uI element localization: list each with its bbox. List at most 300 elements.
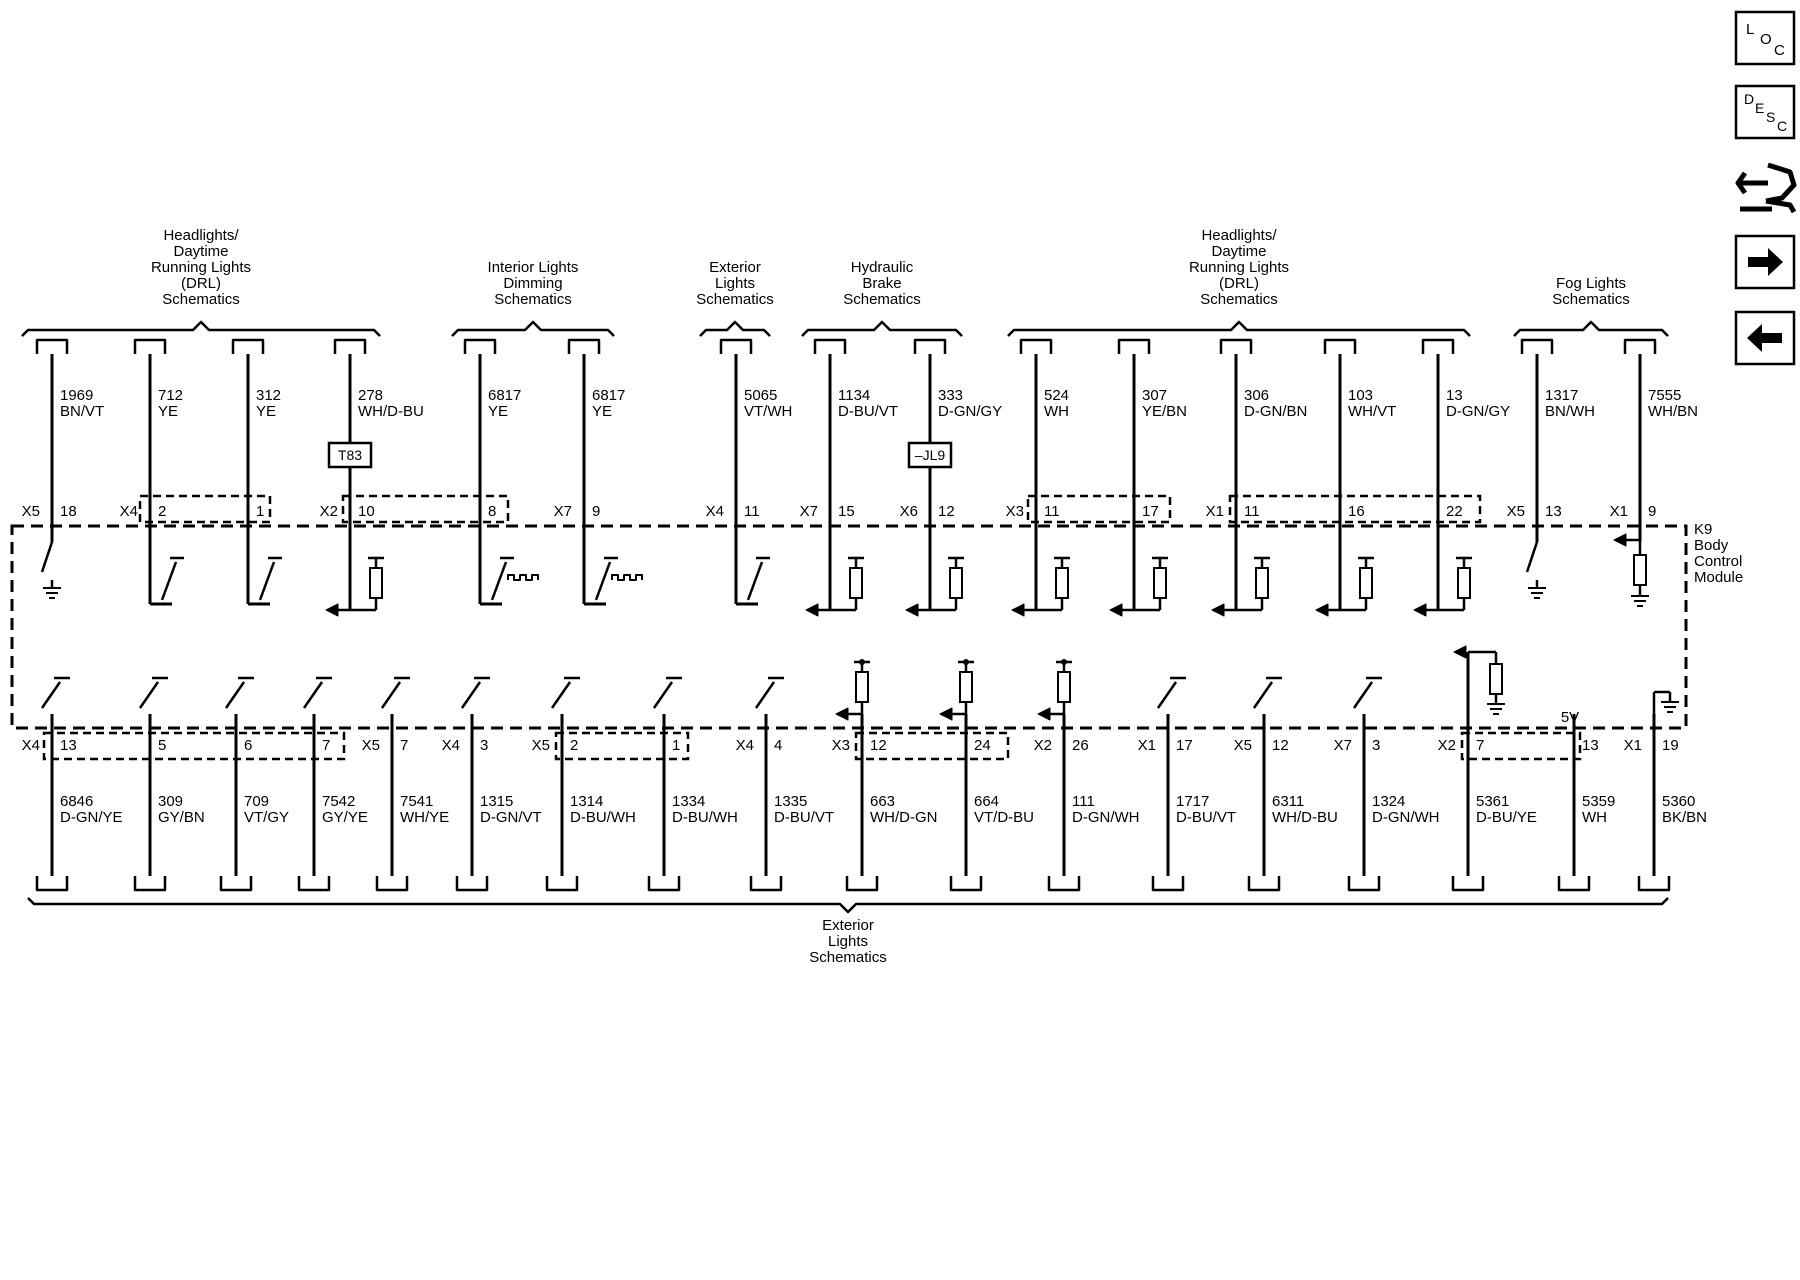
top-wire-6817 <box>465 340 538 604</box>
resistor <box>1458 568 1470 598</box>
top-wire-1134 <box>800 340 898 616</box>
output-arrow <box>1212 604 1224 616</box>
desc-button[interactable] <box>1736 86 1794 138</box>
wire-color: D-BU/VT <box>774 809 834 826</box>
bottom-connector-terminal <box>847 876 877 890</box>
bottom-wire-5360 <box>1624 692 1707 890</box>
bottom-connector-terminal <box>299 876 329 890</box>
top-wire-278 <box>320 340 424 616</box>
pin-number: 1 <box>672 737 681 754</box>
group-label-line: (DRL) <box>1219 275 1259 292</box>
pin-number: 26 <box>1072 737 1089 754</box>
output-arrow <box>1454 646 1466 658</box>
bottom-connector-terminal <box>1249 876 1279 890</box>
module-outline <box>12 496 1743 759</box>
internal-switch <box>42 678 70 708</box>
desc-letter-1: D <box>1744 91 1755 107</box>
wire-color: VT/D-BU <box>974 809 1034 826</box>
group-labels <box>22 227 1668 966</box>
internal-resistor-output <box>1212 542 1270 616</box>
connector-id: X4 <box>21 737 40 754</box>
resistor <box>960 672 972 702</box>
connector-id: X4 <box>705 503 724 520</box>
internal-switch <box>736 542 770 604</box>
pin-number: 3 <box>480 737 489 754</box>
circuit-number: 709 <box>244 793 270 810</box>
pwm-waveform <box>508 575 538 580</box>
top-wire-312 <box>233 340 282 604</box>
group-brace <box>22 322 380 336</box>
group-label-line: (DRL) <box>181 275 221 292</box>
pin-number: 18 <box>60 503 77 520</box>
internal-switch-ground <box>1527 542 1546 598</box>
wire-color: WH <box>1044 403 1069 420</box>
pin-number: 11 <box>1244 503 1260 520</box>
output-arrow <box>326 604 338 616</box>
bottom-wire-1717 <box>1138 678 1236 890</box>
wire-color: WH/BN <box>1648 403 1698 420</box>
group-label-line: Exterior <box>822 917 874 934</box>
bottom-connector-terminal <box>377 876 407 890</box>
input-arrow <box>940 708 952 720</box>
top-connector-terminal <box>569 340 599 354</box>
pin-number: 13 <box>1582 737 1599 754</box>
group-brace <box>700 322 770 336</box>
bottom-wire-664 <box>940 659 1034 890</box>
top-connector-terminal <box>335 340 365 354</box>
bottom-wire-1315 <box>442 678 542 890</box>
connector-view-button[interactable] <box>1738 165 1794 212</box>
resistor <box>1634 555 1646 585</box>
resistor <box>1490 664 1502 694</box>
connector-id: X4 <box>441 737 460 754</box>
pin-number: 9 <box>1648 503 1657 520</box>
connector-id: X3 <box>1005 503 1024 520</box>
top-wire-307 <box>1110 340 1187 616</box>
group-label-line: Headlights/ <box>163 227 239 244</box>
pin-number: 6 <box>244 737 253 754</box>
connector-id: X5 <box>361 737 380 754</box>
pin-number: 15 <box>838 503 855 520</box>
group-label-line: Daytime <box>1211 243 1267 260</box>
output-arrow <box>1012 604 1024 616</box>
ground-symbol <box>1631 596 1649 606</box>
bottom-connector-terminal <box>135 876 165 890</box>
internal-switch <box>1158 678 1186 708</box>
pin-number: 2 <box>570 737 579 754</box>
pin-number: 12 <box>870 737 887 754</box>
group-label-line: Schematics <box>1552 291 1630 308</box>
circuit-number: 1317 <box>1545 387 1579 404</box>
resistor <box>1056 568 1068 598</box>
top-connector-terminal <box>233 340 263 354</box>
loc-letter-3: C <box>1774 42 1785 59</box>
wire-color: D-BU/VT <box>1176 809 1236 826</box>
top-connector-terminal <box>37 340 67 354</box>
pin-number: 17 <box>1176 737 1193 754</box>
internal-switch <box>150 542 184 604</box>
bottom-wire-309 <box>135 678 205 890</box>
circuit-number: 712 <box>158 387 184 404</box>
bottom-wire-7541 <box>362 678 450 890</box>
input-arrow <box>1614 534 1626 546</box>
module-label-line: Module <box>1694 569 1744 586</box>
pin-number: 22 <box>1446 503 1463 520</box>
bottom-connector-terminal <box>751 876 781 890</box>
bottom-wire-1335 <box>736 678 834 890</box>
circuit-number: 6311 <box>1272 793 1305 810</box>
pin-number: 12 <box>1272 737 1289 754</box>
top-wire-333 <box>900 340 1003 616</box>
connector-id: X2 <box>319 503 338 520</box>
connector-id: X7 <box>1333 737 1352 754</box>
group-label-line: Daytime <box>173 243 229 260</box>
top-connector-terminal <box>1423 340 1453 354</box>
pin-number: 8 <box>488 503 497 520</box>
module-boundary <box>12 526 1686 728</box>
inline-component-label: T83 <box>337 447 363 463</box>
bottom-wire-709 <box>221 678 289 890</box>
junction <box>963 659 969 665</box>
wire-color: VT/WH <box>744 403 793 420</box>
top-wire-5065 <box>706 340 793 604</box>
top-group-5 <box>1514 275 1668 336</box>
top-wire-524 <box>1006 340 1070 616</box>
desc-letter-2: E <box>1755 100 1765 116</box>
group-label-line: Headlights/ <box>1201 227 1277 244</box>
internal-switch <box>552 678 580 708</box>
input-arrow <box>836 708 848 720</box>
wire-color: WH/VT <box>1348 403 1397 420</box>
group-label-line: Schematics <box>809 949 887 966</box>
circuit-number: 7555 <box>1648 387 1682 404</box>
group-label-line: Schematics <box>1200 291 1278 308</box>
bottom-connector-terminal <box>221 876 251 890</box>
bottom-connector-terminal <box>649 876 679 890</box>
loc-letter-1: L <box>1746 21 1755 38</box>
group-label-line: Lights <box>827 933 869 950</box>
group-label-line: Running Lights <box>150 259 252 276</box>
wire-color: WH/YE <box>400 809 450 826</box>
top-group-1 <box>452 259 614 336</box>
internal-switch <box>756 678 784 708</box>
bottom-wire-5361 <box>1438 646 1537 890</box>
circuit-number: 111 <box>1072 793 1095 810</box>
internal-resistor-input <box>940 659 974 720</box>
bottom-wire-663 <box>832 659 938 890</box>
circuit-number: 1717 <box>1176 793 1210 810</box>
circuit-number: 312 <box>256 387 282 404</box>
bottom-wire-1324 <box>1334 678 1440 890</box>
output-arrow <box>906 604 918 616</box>
bottom-connector-terminal <box>457 876 487 890</box>
internal-resistor-output <box>1012 542 1070 616</box>
connector-id: X4 <box>119 503 138 520</box>
resistor <box>1058 672 1070 702</box>
top-connector-terminal <box>1522 340 1552 354</box>
internal-resistor-output <box>1414 542 1472 616</box>
wire-color: YE <box>592 403 613 420</box>
bottom-connections <box>22 646 1707 890</box>
circuit-number: 1335 <box>774 793 808 810</box>
circuit-number: 309 <box>158 793 184 810</box>
bottom-wire-6311 <box>1234 678 1338 890</box>
internal-resistor-output <box>1110 542 1168 616</box>
group-label-line: Hydraulic <box>850 259 914 276</box>
top-group-2 <box>696 259 774 336</box>
internal-switch <box>304 678 332 708</box>
connector-id: X3 <box>831 737 850 754</box>
connector-id: X1 <box>1609 503 1628 520</box>
pin-number: 12 <box>938 503 955 520</box>
circuit-number: 307 <box>1142 387 1168 404</box>
pin-number: 7 <box>400 737 409 754</box>
internal-switch <box>654 678 682 708</box>
bottom-connector-terminal <box>1453 876 1483 890</box>
pin-number: 19 <box>1662 737 1679 754</box>
bottom-group <box>28 898 1668 966</box>
wire-color: BK/BN <box>1662 809 1708 826</box>
top-wire-103 <box>1316 340 1396 616</box>
bottom-connector-terminal <box>1559 876 1589 890</box>
loc-letter-2: O <box>1760 31 1772 48</box>
circuit-number: 5360 <box>1662 793 1696 810</box>
internal-switch <box>382 678 410 708</box>
ground-symbol <box>1661 702 1679 712</box>
loc-button[interactable] <box>1736 12 1794 64</box>
group-brace <box>28 898 1668 912</box>
internal-switch-pwm <box>584 542 642 604</box>
connector-id: X5 <box>1233 737 1252 754</box>
pin-number: 7 <box>1476 737 1485 754</box>
top-wire-306 <box>1206 340 1308 616</box>
pin-number: 4 <box>774 737 783 754</box>
connector-id: X4 <box>735 737 754 754</box>
pin-number: 11 <box>1044 503 1060 520</box>
wire-color: D-GN/WH <box>1372 809 1440 826</box>
module-label-line: Control <box>1694 553 1743 570</box>
bottom-connector-terminal <box>1049 876 1079 890</box>
module-label-line: K9 <box>1694 521 1713 538</box>
top-group-0 <box>22 227 380 336</box>
pin-number: 10 <box>358 503 375 520</box>
circuit-number: 6846 <box>60 793 94 810</box>
internal-switch <box>462 678 490 708</box>
wire-color: WH/D-BU <box>1272 809 1338 826</box>
circuit-number: 6817 <box>592 387 626 404</box>
wire-color: D-GN/BN <box>1244 403 1308 420</box>
connector-id: X5 <box>1506 503 1525 520</box>
pin-number: 7 <box>322 737 331 754</box>
top-connector-terminal <box>465 340 495 354</box>
pin-number: 16 <box>1348 503 1365 520</box>
bottom-connector-terminal <box>37 876 67 890</box>
top-connector-terminal <box>815 340 845 354</box>
module-label-line: Body <box>1694 537 1729 554</box>
resistor <box>1256 568 1268 598</box>
group-brace <box>452 322 614 336</box>
bottom-wire-1334 <box>649 678 738 890</box>
internal-resistor-output <box>806 542 864 616</box>
resistor <box>850 568 862 598</box>
circuit-number: 1315 <box>480 793 514 810</box>
circuit-number: 13 <box>1446 387 1463 404</box>
group-label-line: Schematics <box>494 291 572 308</box>
resistor <box>1154 568 1166 598</box>
internal-resistor-output <box>906 542 964 616</box>
wire-color: D-GN/GY <box>938 403 1003 420</box>
wire-color: D-GN/WH <box>1072 809 1140 826</box>
connector-id: X5 <box>531 737 550 754</box>
top-connections <box>22 340 1698 616</box>
resistor <box>950 568 962 598</box>
connector-id: X7 <box>553 503 572 520</box>
circuit-number: 6817 <box>488 387 522 404</box>
top-connector-terminal <box>1625 340 1655 354</box>
pin-number: 13 <box>1545 503 1562 520</box>
bottom-wire-111 <box>1034 659 1140 890</box>
circuit-number: 5359 <box>1582 793 1616 810</box>
bottom-connector-terminal <box>547 876 577 890</box>
top-wire-1969 <box>22 340 105 598</box>
inline-component-label: –JL9 <box>914 447 946 463</box>
internal-switch <box>1254 678 1282 708</box>
wire-color: BN/WH <box>1545 403 1595 420</box>
bottom-connector-outline-0 <box>44 733 344 759</box>
bottom-connector-terminal <box>1639 876 1669 890</box>
internal-resistor-input <box>836 659 870 720</box>
bottom-wire-6846 <box>22 678 123 890</box>
pin-number: 11 <box>744 503 760 520</box>
circuit-number: 5361 <box>1476 793 1510 810</box>
pin-number: 3 <box>1372 737 1381 754</box>
circuit-number: 306 <box>1244 387 1270 404</box>
circuit-number: 1314 <box>570 793 604 810</box>
wire-color: D-BU/YE <box>1476 809 1537 826</box>
circuit-number: 7541 <box>400 793 434 810</box>
internal-switch <box>248 542 282 604</box>
bottom-connector-terminal <box>1153 876 1183 890</box>
top-connector-terminal <box>721 340 751 354</box>
wire-color: GY/YE <box>322 809 368 826</box>
output-arrow <box>1316 604 1328 616</box>
top-connector-terminal <box>915 340 945 354</box>
internal-resistor-output <box>1316 542 1374 616</box>
group-label-line: Exterior <box>709 259 761 276</box>
resistor <box>370 568 382 598</box>
connector-icon <box>1738 165 1794 212</box>
wire-color: D-GN/YE <box>60 809 123 826</box>
connector-id: X2 <box>1437 737 1456 754</box>
top-group-4 <box>1008 227 1470 336</box>
group-label-line: Brake <box>862 275 902 292</box>
pin-number: 1 <box>256 503 265 520</box>
bottom-wire-5359 <box>1559 709 1615 890</box>
internal-switch-pwm <box>480 542 538 604</box>
circuit-number: 524 <box>1044 387 1070 404</box>
output-arrow <box>806 604 818 616</box>
circuit-number: 5065 <box>744 387 778 404</box>
wire-color: YE <box>256 403 277 420</box>
nav-buttons <box>1736 12 1794 364</box>
voltage-label: 5V <box>1560 709 1580 726</box>
ground-symbol <box>1487 704 1505 714</box>
connector-id: X1 <box>1205 503 1224 520</box>
bottom-connector-terminal <box>951 876 981 890</box>
wire-color: YE <box>488 403 509 420</box>
internal-switch <box>140 678 168 708</box>
circuit-number: 663 <box>870 793 896 810</box>
group-label-line: Lights <box>714 275 756 292</box>
top-connector-terminal <box>1325 340 1355 354</box>
group-brace <box>1514 322 1668 336</box>
wire-color: D-BU/WH <box>672 809 738 826</box>
circuit-number: 1969 <box>60 387 94 404</box>
group-label-line: Schematics <box>843 291 921 308</box>
group-label-line: Interior Lights <box>487 259 579 276</box>
pwm-waveform <box>612 575 642 580</box>
next-button[interactable] <box>1736 236 1794 288</box>
top-wire-712 <box>120 340 184 604</box>
circuit-number: 1324 <box>1372 793 1406 810</box>
output-arrow <box>1414 604 1426 616</box>
internal-voltage <box>1561 709 1579 726</box>
output-arrow <box>1110 604 1122 616</box>
wire-color: VT/GY <box>244 809 290 826</box>
circuit-number: 333 <box>938 387 964 404</box>
junction <box>1061 659 1067 665</box>
bottom-wire-1314 <box>532 678 636 890</box>
top-group-3 <box>802 259 962 336</box>
group-label-line: Schematics <box>696 291 774 308</box>
resistor <box>856 672 868 702</box>
internal-resistor-output <box>326 542 384 616</box>
internal-switch <box>1354 678 1382 708</box>
top-connector-terminal <box>135 340 165 354</box>
group-label-line: Dimming <box>503 275 563 292</box>
pin-number: 17 <box>1142 503 1159 520</box>
ground-symbol <box>1528 588 1546 598</box>
pin-number: 5 <box>158 737 167 754</box>
circuit-number: 278 <box>358 387 384 404</box>
wire-color: YE/BN <box>1142 403 1188 420</box>
bottom-wire-7542 <box>299 678 368 890</box>
bottom-connector-terminal <box>1349 876 1379 890</box>
ground-symbol <box>43 588 61 598</box>
top-connector-terminal <box>1119 340 1149 354</box>
group-brace <box>1008 322 1470 336</box>
connector-id: X2 <box>1033 737 1052 754</box>
group-brace <box>802 322 962 336</box>
circuit-number: 1334 <box>672 793 706 810</box>
internal-ground <box>1654 692 1679 714</box>
connector-id: X1 <box>1137 737 1156 754</box>
connector-id: X5 <box>21 503 40 520</box>
top-connector-terminal <box>1221 340 1251 354</box>
wire-color: D-BU/VT <box>838 403 898 420</box>
desc-letter-3: S <box>1766 109 1776 125</box>
resistor <box>1360 568 1372 598</box>
wire-color: WH <box>1582 809 1607 826</box>
wire-color: D-BU/WH <box>570 809 636 826</box>
wire-color: WH/D-GN <box>870 809 938 826</box>
wire-color: BN/VT <box>60 403 105 420</box>
connector-id: X1 <box>1623 737 1642 754</box>
connector-id: X7 <box>799 503 818 520</box>
wire-color: WH/D-BU <box>358 403 424 420</box>
previous-button[interactable] <box>1736 312 1794 364</box>
wire-color: GY/BN <box>158 809 205 826</box>
